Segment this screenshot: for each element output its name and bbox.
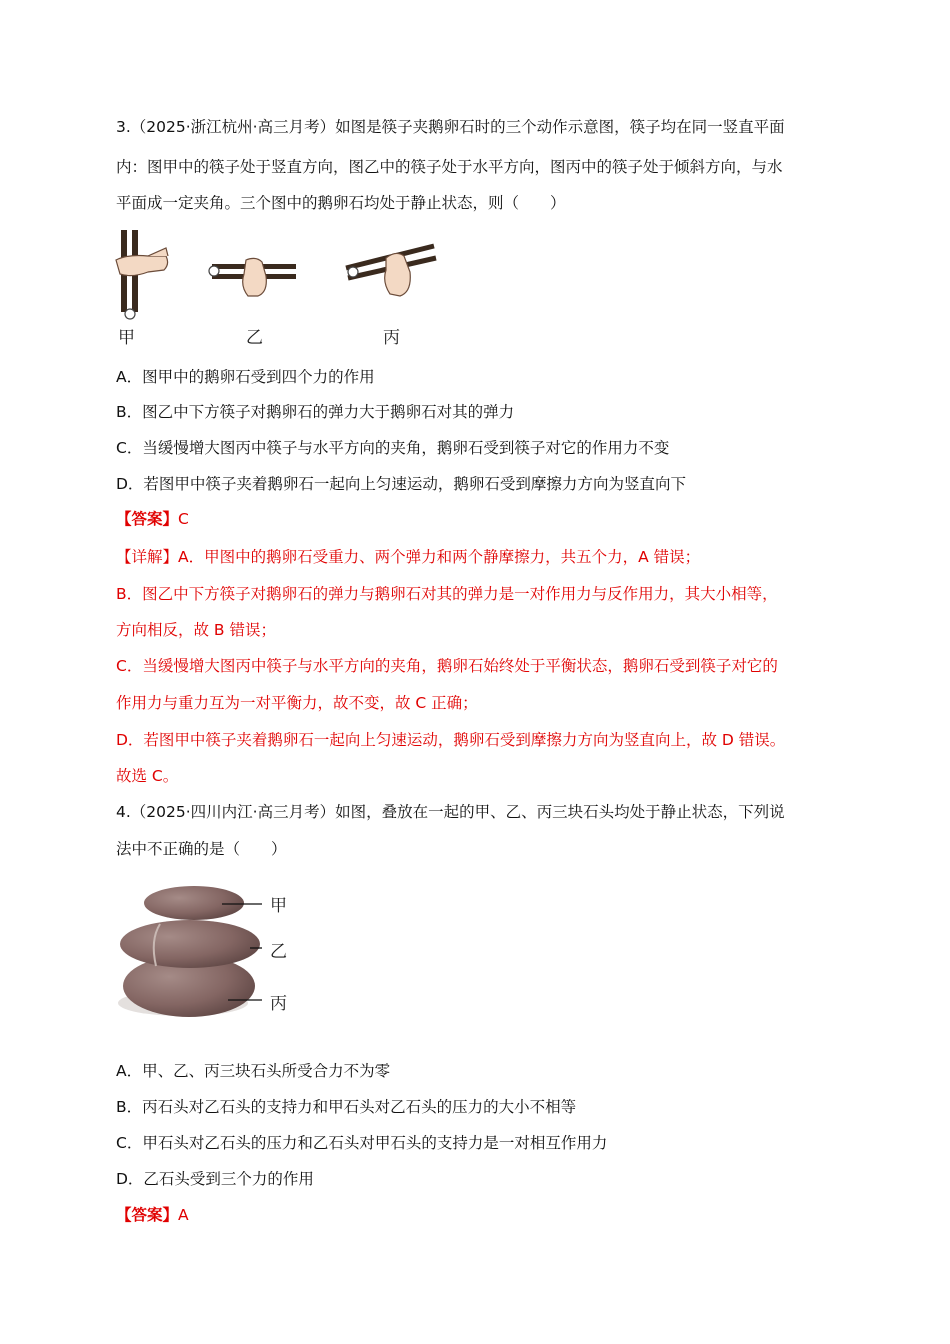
q4-option-d: D．乙石头受到三个力的作用 — [116, 1170, 314, 1188]
chopsticks-vertical-drawing — [116, 230, 168, 319]
q3-option-b: B．图乙中下方筷子对鹅卵石的弹力大于鹅卵石对其的弹力 — [116, 403, 515, 421]
q3-detail-line-3: 方向相反，故 B 错误； — [116, 621, 276, 639]
q3-detail-line-6: D．若图甲中筷子夹着鹅卵石一起向上匀速运动，鹅卵石受到摩擦力方向为竖直向上，故 D 错误。 — [116, 731, 786, 749]
stone-label-yi: 乙 — [270, 942, 287, 962]
stone-yi-shape — [120, 920, 260, 968]
q4-stem-line-2: 法中不正确的是（ ） — [116, 840, 287, 858]
q4-answer-value: A — [178, 1206, 189, 1224]
q3-detail-line-5: 作用力与重力互为一对平衡力，故不变，故 C 正确； — [116, 694, 478, 712]
q4-stem-line-1: 4.（2025·四川内江·高三月考）如图，叠放在一起的甲、乙、丙三块石头均处于静止状态，下列说 — [116, 803, 785, 821]
stone-jia-shape — [144, 886, 244, 920]
q4-answer-tag: 【答案】 — [116, 1206, 179, 1224]
q4-answer — [116, 1205, 836, 1225]
q3-detail-line-7: 故选 C。 — [116, 767, 179, 785]
stone-label-jia: 甲 — [270, 896, 287, 916]
q4-option-c: C．甲石头对乙石头的压力和乙石头对甲石头的支持力是一对相互作用力 — [116, 1134, 608, 1152]
q3-detail-line-2: B．图乙中下方筷子对鹅卵石的弹力与鹅卵石对其的弹力是一对作用力与反作用力，其大小相等， — [116, 585, 778, 603]
chopsticks-tilted-drawing — [346, 246, 436, 296]
q3-detail-line-4: C．当缓慢增大图丙中筷子与水平方向的夹角，鹅卵石始终处于平衡状态，鹅卵石受到筷子对它的 — [116, 657, 778, 675]
q3-answer — [116, 509, 836, 529]
q3-option-a: A．图甲中的鹅卵石受到四个力的作用 — [116, 368, 375, 386]
fig-label-bing: 丙 — [383, 328, 400, 348]
chopsticks-horizontal-drawing — [209, 258, 296, 296]
q3-option-d: D．若图甲中筷子夹着鹅卵石一起向上匀速运动，鹅卵石受到摩擦力方向为竖直向下 — [116, 475, 686, 493]
q3-answer-tag: 【答案】 — [116, 510, 179, 528]
q4-option-a: A．甲、乙、丙三块石头所受合力不为零 — [116, 1062, 391, 1080]
stone-label-bing: 丙 — [270, 994, 287, 1014]
q3-stem-line-2: 内：图甲中的筷子处于竖直方向，图乙中的筷子处于水平方向，图丙中的筷子处于倾斜方向，与水 — [116, 158, 783, 176]
q3-stem-line-1: 3.（2025·浙江杭州·高三月考）如图是筷子夹鹅卵石时的三个动作示意图，筷子均在同一竖直平面 — [116, 118, 785, 136]
fig-label-yi: 乙 — [246, 328, 263, 348]
q4-option-b: B．丙石头对乙石头的支持力和甲石头对乙石头的压力的大小不相等 — [116, 1098, 577, 1116]
q3-detail-line-1: 【详解】A．甲图中的鹅卵石受重力、两个弹力和两个静摩擦力，共五个力，A 错误； — [116, 548, 701, 566]
q3-stem-line-3: 平面成一定夹角。三个图中的鹅卵石均处于静止状态，则（ ） — [116, 194, 566, 212]
q3-option-c: C．当缓慢增大图丙中筷子与水平方向的夹角，鹅卵石受到筷子对它的作用力不变 — [116, 439, 670, 457]
fig-label-jia: 甲 — [118, 328, 135, 348]
q3-answer-value: C — [178, 510, 189, 528]
